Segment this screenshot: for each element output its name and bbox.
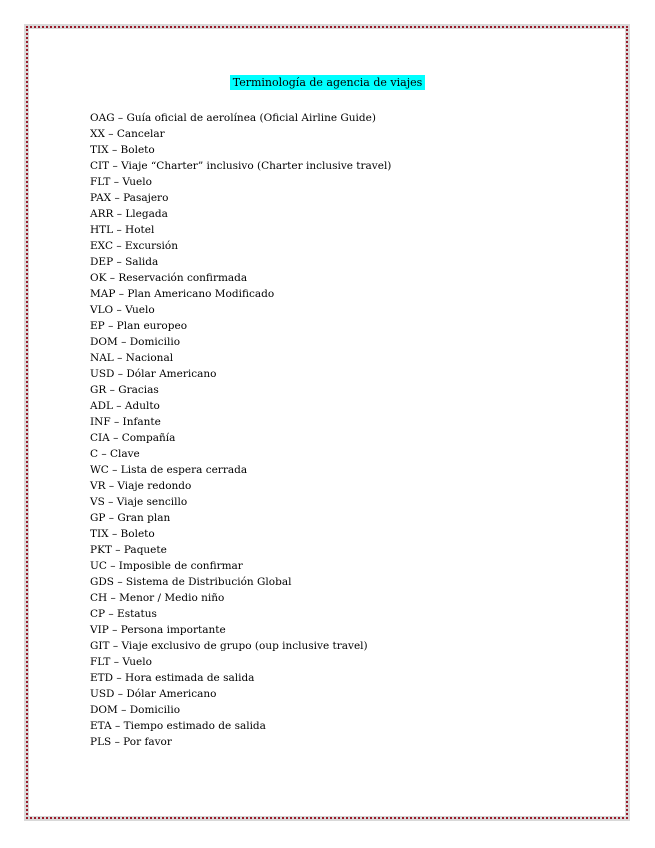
term-item: CIA – Compañía: [90, 432, 176, 444]
term-item: DEP – Salida: [90, 256, 159, 268]
term-list: [90, 110, 590, 750]
term-item: ETD – Hora estimada de salida: [90, 672, 255, 684]
term-item: CP – Estatus: [90, 608, 157, 620]
term-item: GP – Gran plan: [90, 512, 171, 524]
term-item: C – Clave: [90, 448, 140, 460]
term-item: USD – Dólar Americano: [90, 688, 217, 700]
term-item: OK – Reservación confirmada: [90, 272, 248, 284]
term-item: NAL – Nacional: [90, 352, 174, 364]
term-item: OAG – Guía oficial de aerolínea (Oficial Airline Guide): [90, 112, 376, 124]
term-item: TIX – Boleto: [90, 528, 155, 540]
term-item: VS – Viaje sencillo: [90, 496, 188, 508]
term-item: FLT – Vuelo: [90, 176, 152, 188]
term-item: VLO – Vuelo: [90, 304, 155, 316]
term-item: PKT – Paquete: [90, 544, 167, 556]
term-item: HTL – Hotel: [90, 224, 155, 236]
term-item: GR – Gracias: [90, 384, 159, 396]
term-item: GDS – Sistema de Distribución Global: [90, 576, 292, 588]
term-item: ARR – Llegada: [90, 208, 168, 220]
term-item: PAX – Pasajero: [90, 192, 169, 204]
term-item: DOM – Domicilio: [90, 336, 181, 348]
term-item: DOM – Domicilio: [90, 704, 181, 716]
page-title-text: Terminología de agencia de viajes: [230, 75, 426, 90]
term-item: VR – Viaje redondo: [90, 480, 192, 492]
term-item: USD – Dólar Americano: [90, 368, 217, 380]
term-item: UC – Imposible de confirmar: [90, 560, 243, 572]
term-item: GIT – Viaje exclusivo de grupo (oup inclusive travel): [90, 640, 368, 652]
term-item: ETA – Tiempo estimado de salida: [90, 720, 266, 732]
term-item: CH – Menor / Medio niño: [90, 592, 225, 604]
term-item: CIT – Viaje “Charter” inclusivo (Charter inclusive travel): [90, 160, 392, 172]
term-item: EXC – Excursión: [90, 240, 178, 252]
term-item: XX – Cancelar: [90, 128, 165, 140]
term-item: FLT – Vuelo: [90, 656, 152, 668]
term-item: EP – Plan europeo: [90, 320, 188, 332]
term-item: PLS – Por favor: [90, 736, 172, 748]
term-item: INF – Infante: [90, 416, 161, 428]
term-item: MAP – Plan Americano Modificado: [90, 288, 275, 300]
term-item: TIX – Boleto: [90, 144, 155, 156]
term-item: ADL – Adulto: [90, 400, 160, 412]
term-item: WC – Lista de espera cerrada: [90, 464, 248, 476]
page-title: [0, 76, 655, 90]
term-item: VIP – Persona importante: [90, 624, 226, 636]
